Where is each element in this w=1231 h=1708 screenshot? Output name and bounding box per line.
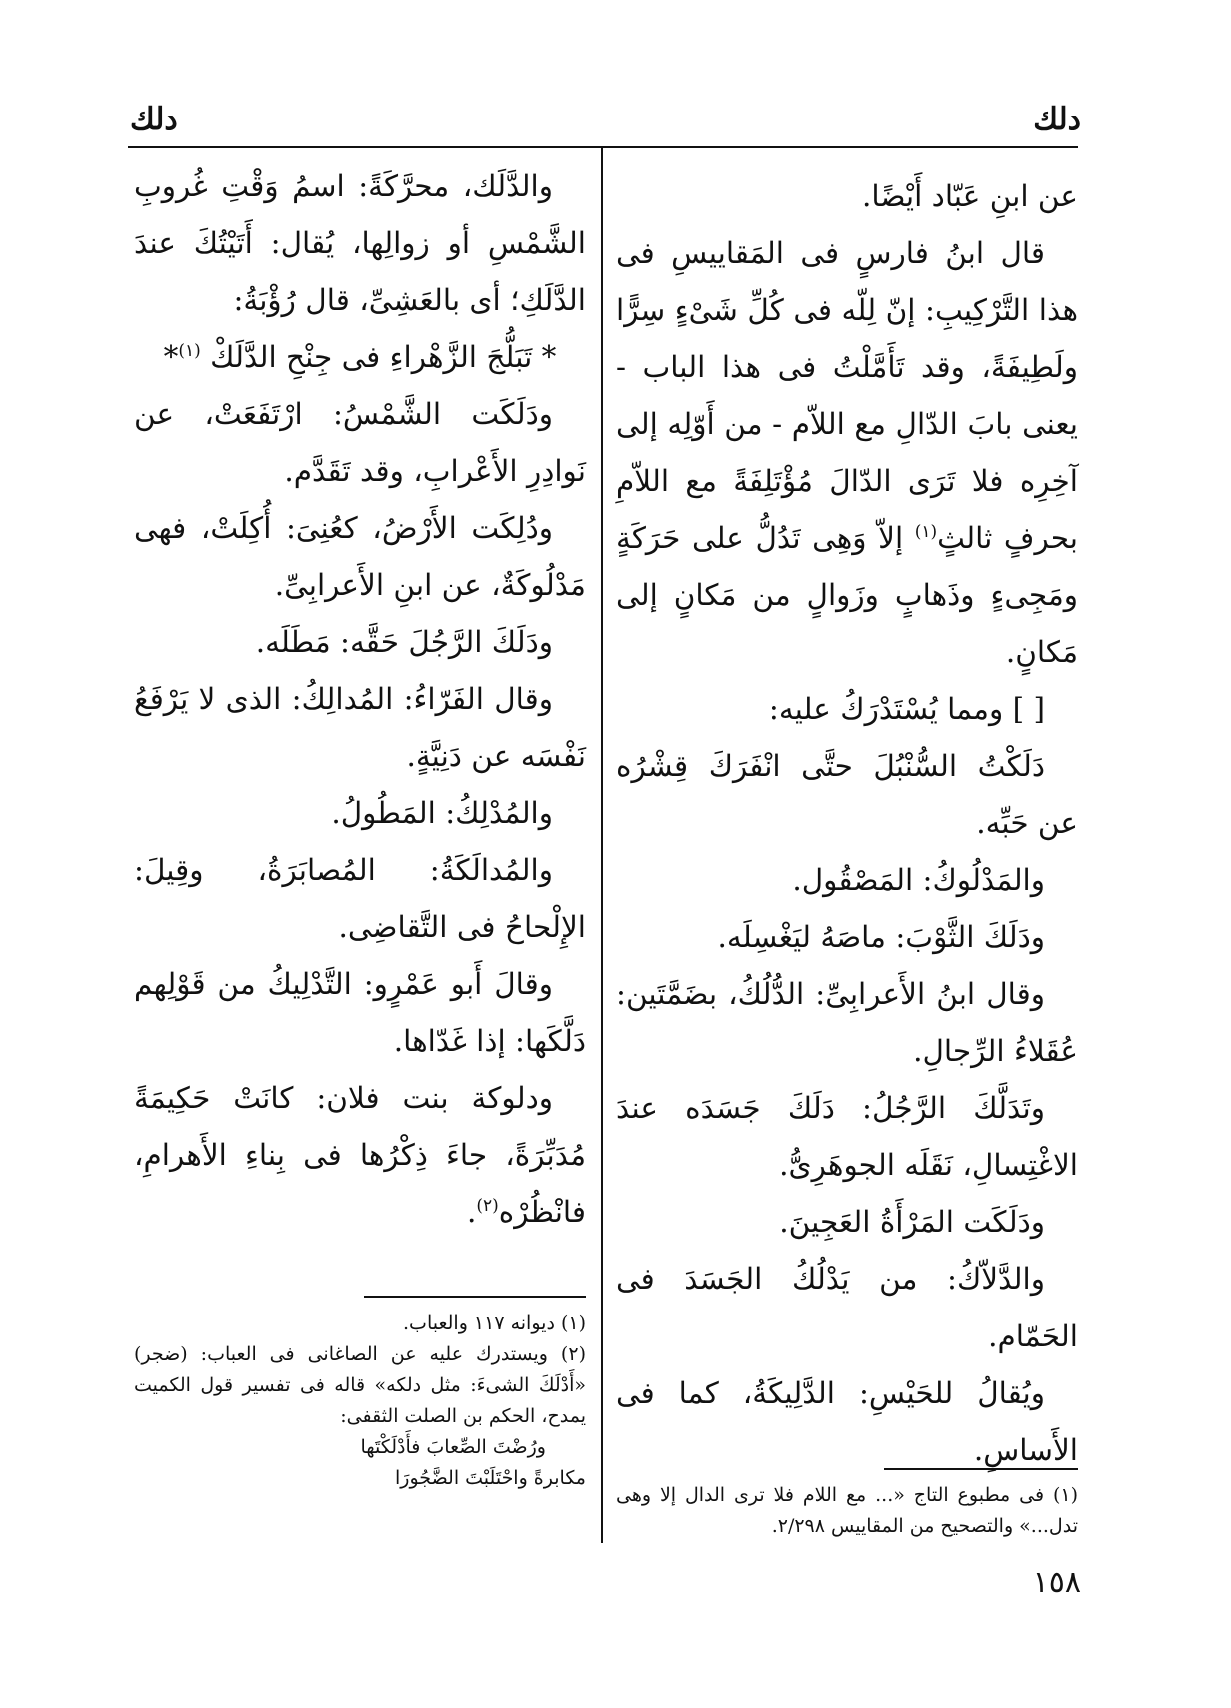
paragraph: وقال الفَرّاءُ: المُدالِكُ: الذى لا يَرْفَعُ نَفْسَه عن دَنِيَّةٍ. xyxy=(134,682,586,773)
footnote: (١) فى مطبوع التاج «... مع اللام فلا ترى الدال إلا وهى تدل...» والتصحيح من المقاييس ٢/٢٩٨. xyxy=(616,1484,1078,1537)
paragraph: دَلَكْتُ السُّنْبُلَ حتَّى انْفَرَكَ قِشْرُه عن حَبِّه. xyxy=(616,749,1078,840)
footnote-verse-line: مكابرةً واحْتَلَبْتَ الضَّجُورَا xyxy=(395,1467,586,1489)
footnote-verse xyxy=(134,1432,586,1494)
paragraph: ودُلِكَت الأَرْضُ، كعُنِىَ: أُكِلَتْ، فهى مَدْلُوكَةٌ، عن ابنِ الأَعرابِىِّ. xyxy=(134,511,586,602)
paragraph-text: . xyxy=(466,1195,477,1229)
right-column xyxy=(616,168,1078,1479)
paragraph: والمُدالَكَةُ: المُصابَرَةُ، وقِيلَ: الإِلْحاحُ فى التَّقاضِى. xyxy=(134,853,586,944)
paragraph: ويُقالُ للحَيْسِ: الدَّلِيكَةُ، كما فى الأَساسِ. xyxy=(616,1376,1078,1467)
running-head-right: دلك xyxy=(1033,102,1081,137)
left-column xyxy=(134,158,586,1241)
column-divider xyxy=(601,148,603,1543)
footnote-rule-right xyxy=(884,1468,1078,1470)
paragraph: ودَلَكَت المَرْأَةُ العَجِينَ. xyxy=(779,1205,1045,1239)
paragraph xyxy=(616,225,1078,681)
footnotes-left xyxy=(134,1308,586,1494)
header-rule xyxy=(128,146,1078,148)
paragraph-text: إلاّ وَهِى تَدُلُّ على حَرَكَةٍ ومَجِىءٍ وذَهابٍ وزَوالٍ من مَكانٍ إلى مَكانٍ. xyxy=(616,521,1078,669)
paragraph: ودَلَكَ الرَّجُلَ حَقَّه: مَطَلَه. xyxy=(255,625,553,659)
paragraph-text: قال ابنُ فارسٍ فى المَقاييسِ فى هذا التَّرْكِيبِ: إنّ لِلّه فى كُلِّ شَىْءٍ سِرًّا ولَطِيفَةً، وقد تَأَمَّلْتُ فى هذا الباب - يعنى بابَ الدّالِ مع اللاّم - من أَوّلِه إلى آخِرِه فلا تَرَى الدّالَ مُؤْتَلِفَةً مع اللاّمِ بحرفٍ ثالثٍ xyxy=(616,236,1078,555)
paragraph: والدَّلَك، محرَّكَةً: اسمُ وَقْتِ غُروبِ الشَّمْسِ أو زوالِها، يُقال: أَتَيْتُكَ عندَ الدَّلَكِ؛ أى بالعَشِىِّ، قال رُؤْبَةُ: xyxy=(134,169,586,317)
footnote: (١) ديوانه ١١٧ والعباب. xyxy=(403,1312,586,1334)
paragraph: ودَلَكَت الشَّمْسُ: ارْتَفَعَتْ، عن نَوادِرِ الأَعْرابِ، وقد تَقَدَّم. xyxy=(134,397,586,488)
page-number: ١٥٨ xyxy=(1032,1565,1081,1600)
paragraph: [ ] ومما يُسْتَدْرَكُ عليه: xyxy=(768,692,1045,726)
verse-star: * xyxy=(163,340,179,374)
footnote-marker: (١) xyxy=(178,341,201,362)
running-head-left: دلك xyxy=(130,102,178,137)
footnote-marker: (١) xyxy=(914,522,938,543)
footnote-verse-line: ورُضْتَ الصِّعابَ فأَدْلَكْتَها xyxy=(360,1436,546,1458)
footnote-rule-left xyxy=(364,1296,586,1298)
footnote: (٢) ويستدرك عليه عن الصاغانى فى العباب: (ضجر) «أَدْلَكَ الشىءَ: مثل دلكه» قاله فى تفسير قول الكميت يمدح، الحكم بن الصلت الثقفى: xyxy=(134,1343,586,1427)
paragraph: عن ابنِ عَبّاد أَيْضًا. xyxy=(861,179,1078,213)
footnote-marker: (٢) xyxy=(476,1196,499,1217)
verse-line xyxy=(134,329,586,386)
paragraph: وتَدَلَّكَ الرَّجُلُ: دَلَكَ جَسَدَه عندَ الاغْتِسالِ، نَقَلَه الجوهَرِىُّ. xyxy=(616,1091,1078,1182)
paragraph: وقال ابنُ الأَعرابِىِّ: الدُّلُكُ، بضَمَّتَين: عُقَلاءُ الرِّجالِ. xyxy=(616,977,1078,1068)
paragraph: والمَدْلُوكُ: المَصْقُول. xyxy=(792,863,1045,897)
paragraph xyxy=(134,1070,586,1241)
paragraph-text: ودلوكة بنت فلان: كانَتْ حَكِيمَةً مُدَبِّرَةً، جاءَ ذِكْرُها فى بِناءِ الأَهرامِ، فانْظُرْه xyxy=(134,1081,586,1229)
paragraph: والدَّلاّكُ: من يَدْلُكُ الجَسَدَ فى الحَمّام. xyxy=(616,1262,1078,1353)
verse-text: * تَبَلُّجَ الزَّهْراءِ فى جِنْحِ الدَّلَكْ xyxy=(210,340,557,374)
footnotes-right xyxy=(616,1480,1078,1542)
paragraph: وقالَ أَبو عَمْرٍو: التَّدْلِيكُ من قَوْلِهم دَلَّكَها: إذا غَدّاها. xyxy=(134,967,586,1058)
paragraph: ودَلَكَ الثَّوْبَ: ماصَهُ ليَغْسِلَه. xyxy=(717,920,1045,954)
paragraph: والمُدْلِكُ: المَطُولُ. xyxy=(331,796,553,830)
